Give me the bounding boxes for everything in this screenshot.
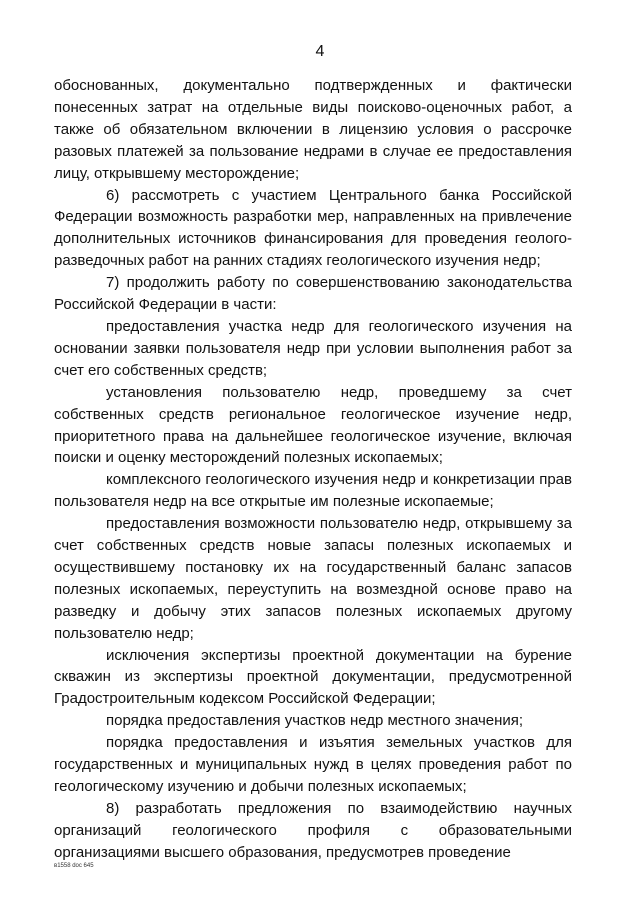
paragraph-6: комплексного геологического изучения недр и конкретизации прав пользователя недр на все открытые им полезные ископаемые;	[54, 471, 572, 511]
paragraph-8: исключения экспертизы проектной документации на бурение скважин из экспертизы проектной документации, предусмотренной Градостроительным кодексом Российской Федерации;	[54, 646, 572, 708]
page-number: 4	[315, 43, 325, 60]
paragraph-11: 8) разработать предложения по взаимодействию научных организаций геологического профиля с образовательными организациями высшего образования, предусмотрев проведение	[54, 799, 572, 861]
paragraph-7: предоставления возможности пользователю недр, открывшему за счет собственных средств новые запасы полезных ископаемых и осуществившему постановку их на государственный баланс запасов полезных ископаемых, переуступить на возмездной основе право на разведку и добычу этих запасов полезных ископаемых другому пользователю недр;	[54, 515, 572, 642]
paragraph-9: порядка предоставления участков недр местного значения;	[106, 712, 524, 730]
paragraph-3: 7) продолжить работу по совершенствованию законодательства Российской Федерации в части:	[54, 274, 572, 314]
paragraph-2: 6) рассмотреть с участием Центрального банка Российской Федерации возможность разработки мер, направленных на привлечение дополнительных источников финансирования для проведения геолого-разведочных работ на ранних стадиях геологического изучения недр;	[54, 186, 572, 270]
paragraph-1: обоснованных, документально подтвержденных и фактически понесенных затрат на отдельные виды поисково-оценочных работ, а также об обязательном включении в лицензию условия о рассрочке разовых платежей за пользование недрами в случае ее предоставления лицу, открывшему месторождение;	[54, 77, 572, 182]
paragraph-4: предоставления участка недр для геологического изучения на основании заявки пользователя недр при условии выполнения работ за счет его собственных средств;	[54, 317, 572, 379]
paragraph-5: установления пользователю недр, проведшему за счет собственных средств региональное геологическое изучение недр, приоритетного права на дальнейшее геологическое изучение, включая поиски и оценку месторождений полезных ископаемых;	[54, 383, 572, 467]
paragraph-10: порядка предоставления и изъятия земельных участков для государственных и муниципальных нужд в целях проведения работ по геологическому изучению и добычи полезных ископаемых;	[54, 734, 572, 795]
document-body	[54, 75, 572, 864]
footer-code: в1558 doc 645	[54, 863, 94, 869]
